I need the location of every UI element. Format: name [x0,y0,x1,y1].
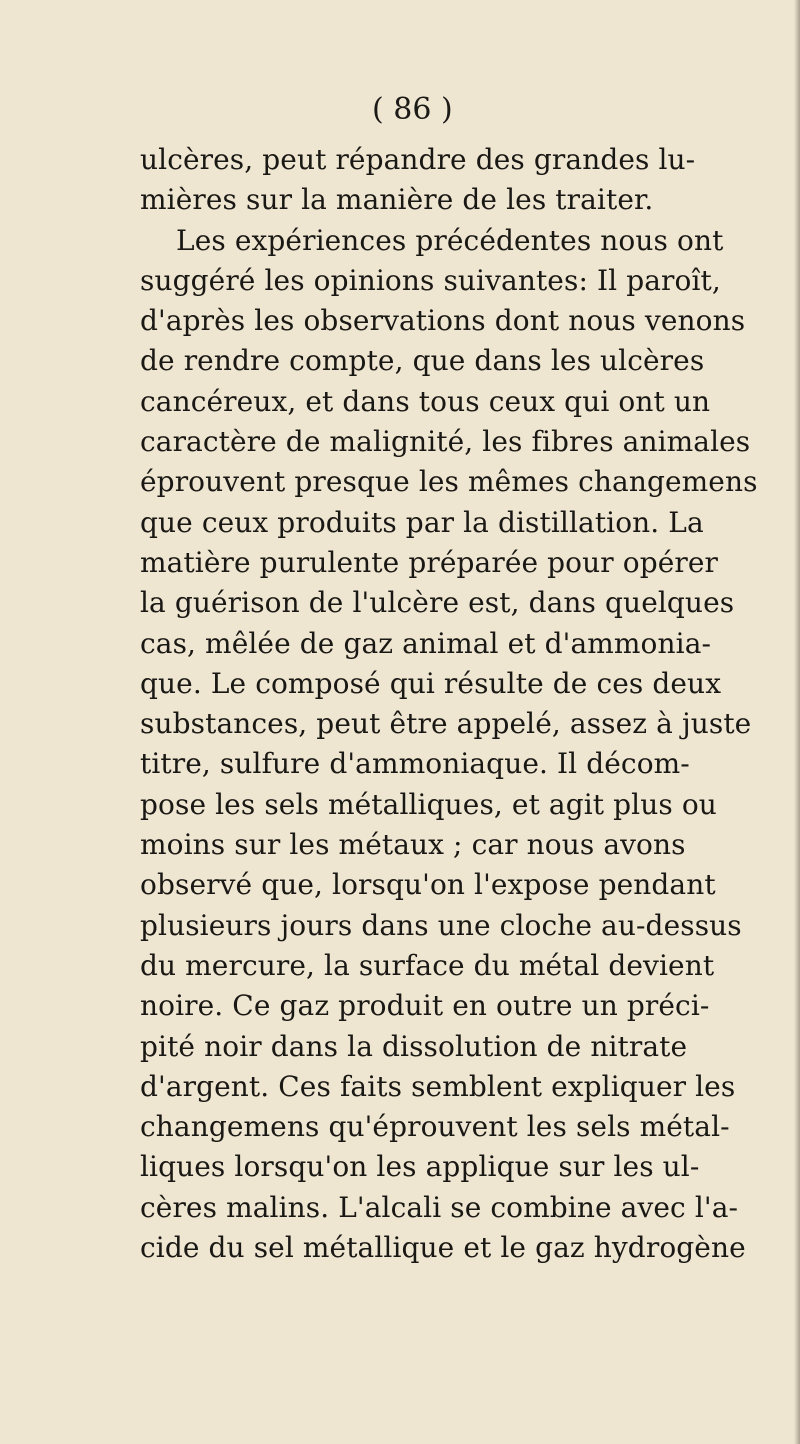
text-line: ulcères, peut répandre des grandes lu- [140,143,696,176]
text-line: d'argent. Ces faits semblent expliquer les [140,1069,736,1103]
text-line: cas, mêlée de gaz animal et d'ammonia- [140,626,712,660]
text-line: noire. Ce gaz produit en outre un préci- [140,989,710,1023]
text-line: d'après les observations dont nous venons [140,304,746,338]
paragraph-start-line: Les expériences précédentes nous ont [176,223,724,257]
text-line: mières sur la manière de les traiter. [140,183,654,217]
page-edge-shadow [794,0,800,1444]
text-line: changemens qu'éprouvent les sels métal- [140,1110,730,1144]
text-line: cancéreux, et dans tous ceux qui ont un [140,384,711,418]
body-text [140,140,790,1268]
text-line: la guérison de l'ulcère est, dans quelques [140,586,735,620]
text-line: pose les sels métalliques, et agit plus ou [140,787,717,821]
text-line: pité noir dans la dissolution de nitrate [140,1029,688,1063]
text-line: éprouvent presque les mêmes changemens [140,465,758,499]
text-line: liques lorsqu'on les applique sur les ul- [140,1150,700,1184]
text-line: observé que, lorsqu'on l'expose pendant [140,868,716,902]
text-line: substances, peut être appelé, assez à juste [140,707,752,741]
text-line: que. Le composé qui résulte de ces deux [140,666,722,700]
text-line: cères malins. L'alcali se combine avec l'a- [140,1190,739,1224]
text-line: cide du sel métallique et le gaz hydrogène [140,1231,746,1265]
text-line: plusieurs jours dans une cloche au-dessus [140,908,742,942]
text-line: suggéré les opinions suivantes: Il paroît, [140,263,721,297]
text-line: caractère de malignité, les fibres animales [140,425,751,459]
text-line: titre, sulfure d'ammoniaque. Il décom- [140,747,690,781]
text-line: moins sur les métaux ; car nous avons [140,828,686,862]
text-line: que ceux produits par la distillation. La [140,505,704,539]
text-line: du mercure, la surface du métal devient [140,948,715,982]
text-line: matière purulente préparée pour opérer [140,545,719,579]
page-number: ( 86 ) [372,92,453,127]
text-line: de rendre compte, que dans les ulcères [140,344,705,378]
